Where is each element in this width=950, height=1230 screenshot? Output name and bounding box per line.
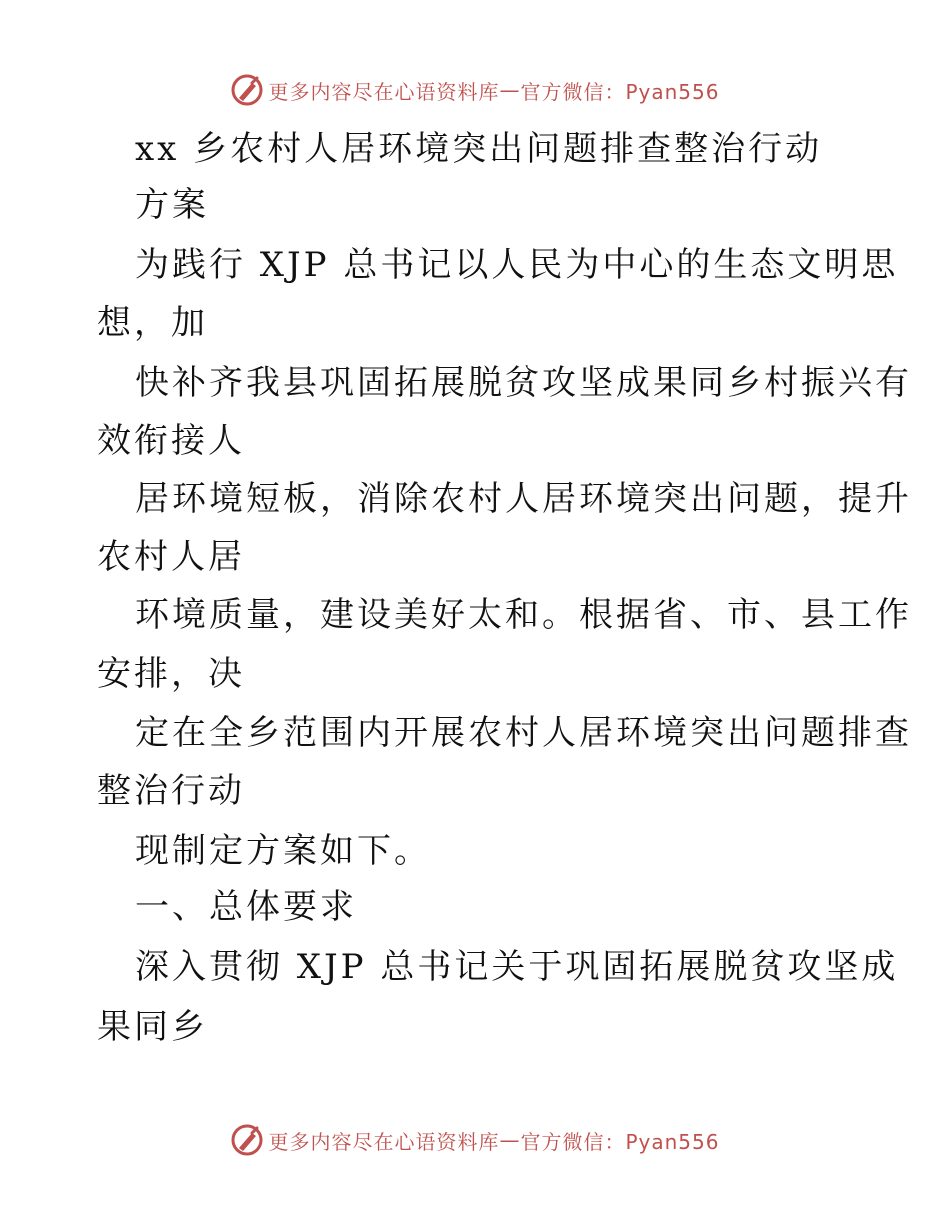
doc-text-line: 整治行动 <box>97 771 245 811</box>
doc-text-line: 安排，决 <box>97 654 245 694</box>
watermark-separator: — <box>499 78 521 102</box>
doc-text-line: 定在全乡范围内开展农村人居环境突出问题排查 <box>135 713 912 753</box>
watermark-text: 更多内容尽在心语资料库 <box>268 1129 500 1154</box>
doc-text-line: 环境质量，建设美好太和。根据省、市、县工作 <box>135 595 912 635</box>
section-heading: 一、总体要求 <box>135 887 357 927</box>
doc-text-line: 现制定方案如下。 <box>135 831 431 871</box>
doc-text-line: 居环境短板，消除农村人居环境突出问题，提升 <box>135 479 912 519</box>
watermark-text: 更多内容尽在心语资料库 <box>268 79 500 104</box>
watermark-footer <box>0 1120 950 1160</box>
pen-in-circle-logo <box>230 1123 264 1157</box>
doc-title-line-1: xx 乡农村人居环境突出问题排查整治行动 <box>135 129 823 169</box>
watermark-header <box>0 70 950 110</box>
doc-title-line-2: 方案 <box>135 185 209 225</box>
watermark-contact: 官方微信：Pyan556 <box>520 1129 720 1154</box>
doc-text-line: 快补齐我县巩固拓展脱贫攻坚成果同乡村振兴有 <box>135 363 912 403</box>
pen-in-circle-logo <box>230 73 264 107</box>
doc-text-line: 深入贯彻 XJP 总书记关于巩固拓展脱贫攻坚成 <box>135 947 899 987</box>
doc-text-line: 农村人居 <box>97 537 245 577</box>
watermark-separator: — <box>499 1128 521 1152</box>
doc-text-line: 效衔接人 <box>97 421 245 461</box>
doc-text-line: 为践行 XJP 总书记以人民为中心的生态文明思 <box>135 245 899 285</box>
doc-text-line: 果同乡 <box>97 1007 208 1047</box>
watermark-contact: 官方微信：Pyan556 <box>520 79 720 104</box>
doc-text-line: 想，加 <box>97 303 208 343</box>
